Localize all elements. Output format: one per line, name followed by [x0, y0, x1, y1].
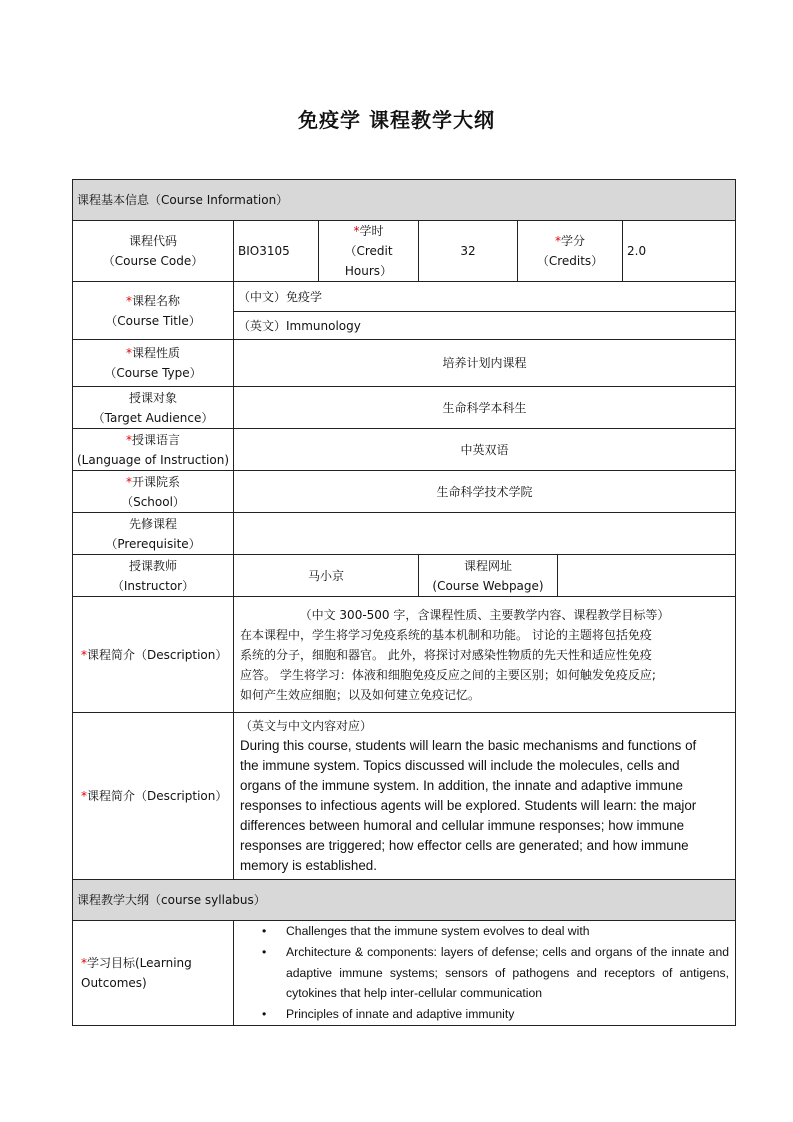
description-zh-line: 应答。 学生将学习：体液和细胞免疫反应之间的主要区别；如何触发免疫反应; [240, 667, 656, 682]
description-en-text [234, 713, 736, 880]
required-star: * [81, 789, 87, 803]
webpage-label-zh: 课程网址 [463, 558, 512, 573]
description-en-line: During this course, students will learn the basic mechanisms and functions of [240, 738, 697, 753]
prerequisite-value [234, 513, 736, 555]
title-row-zh [73, 282, 736, 312]
syllabus-header: 课程教学大纲（course syllabus） [73, 880, 736, 921]
audience-row [73, 387, 736, 429]
description-en-line: the immune system. Topics discussed will include the molecules, cells and [240, 758, 680, 773]
outcome-text: Principles of innate and adaptive immunity [286, 1007, 515, 1022]
school-label-en: （School） [121, 494, 185, 509]
course-title-label [73, 282, 234, 340]
language-value: 中英双语 [234, 429, 736, 471]
description-zh-line: （中文 300-500 字，含课程性质、主要教学内容、课程教学目标等） [299, 607, 670, 622]
school-value: 生命科学技术学院 [234, 471, 736, 513]
course-title-en: （英文）Immunology [234, 312, 736, 340]
audience-label-en: （Target Audience） [92, 410, 214, 425]
required-star: * [125, 474, 132, 489]
language-label [73, 429, 234, 471]
language-label-en: (Language of Instruction) [77, 452, 230, 467]
course-title-label-en: （Course Title） [105, 313, 201, 328]
credit-hours-label-zh: 学时 [359, 224, 384, 238]
description-en-line: memory is established. [240, 858, 377, 873]
syllabus-table [72, 179, 736, 1026]
prerequisite-label-zh: 先修课程 [128, 516, 177, 531]
course-code-value: BIO3105 [234, 221, 319, 282]
required-star: * [353, 224, 360, 238]
bullet-icon: • [262, 944, 267, 959]
course-info-header-row [73, 180, 736, 221]
description-zh-label [73, 597, 234, 713]
webpage-label-en: (Course Webpage) [432, 578, 544, 593]
credit-hours-label-en: （Credit Hours） [344, 244, 393, 278]
description-zh-line: 如何产生效应细胞；以及如何建立免疫记忆。 [240, 687, 481, 702]
school-row [73, 471, 736, 513]
credits-label [518, 221, 623, 282]
description-en-line: differences between humoral and cellular immune responses; how immune [240, 818, 685, 833]
description-en-header: （英文与中文内容对应） [240, 719, 373, 733]
outcomes-label [73, 921, 234, 1026]
description-en-row [73, 713, 736, 880]
syllabus-header-row [73, 880, 736, 921]
outcomes-label-text: 学习目标(Learning Outcomes) [81, 955, 192, 990]
credit-hours-label [319, 221, 419, 282]
course-type-label-zh: 课程性质 [131, 346, 180, 360]
required-star: * [125, 293, 132, 308]
school-label [73, 471, 234, 513]
outcome-text: Challenges that the immune system evolves to deal with [286, 924, 590, 938]
outcomes-row [73, 921, 736, 1026]
required-star: * [81, 647, 87, 662]
course-type-value: 培养计划内课程 [234, 340, 736, 387]
description-zh-row [73, 597, 736, 713]
prerequisite-label [73, 513, 234, 555]
outcomes-list-cell [234, 921, 736, 1026]
audience-label-zh: 授课对象 [128, 390, 177, 405]
instructor-label [73, 555, 234, 597]
description-en-line: responses to infectious agents will be explored. Students will learn: the major [240, 798, 697, 813]
course-code-label [73, 221, 234, 282]
description-zh-line: 系统的分子，细胞和器官。 此外，将探讨对感染性物质的先天性和适应性免疫 [240, 647, 652, 662]
description-en-line: organs of the immune system. In addition, the innate and adaptive immune [240, 778, 683, 793]
prerequisite-row [73, 513, 736, 555]
audience-value: 生命科学本科生 [234, 387, 736, 429]
required-star: * [81, 955, 87, 970]
credits-value: 2.0 [623, 221, 736, 282]
language-row [73, 429, 736, 471]
description-zh-text [234, 597, 736, 713]
description-en-label-text: 课程简介（Description） [87, 789, 228, 803]
required-star: * [554, 234, 561, 248]
outcome-item [262, 921, 729, 942]
instructor-row [73, 555, 736, 597]
description-en-label [73, 713, 234, 880]
webpage-value [558, 555, 736, 597]
course-title-label-zh: 课程名称 [131, 293, 180, 308]
required-star: * [125, 432, 132, 447]
language-label-zh: 授课语言 [131, 432, 180, 447]
code-row [73, 221, 736, 282]
course-type-row [73, 340, 736, 387]
page-title: 免疫学 课程教学大纲 [298, 108, 495, 132]
bullet-icon: • [262, 924, 267, 938]
course-title-zh: （中文）免疫学 [234, 282, 736, 312]
credit-hours-value: 32 [419, 221, 518, 282]
course-info-header: 课程基本信息（Course Information） [73, 180, 736, 221]
required-star: * [125, 346, 132, 360]
course-code-label-en: （Course Code） [102, 254, 204, 268]
outcome-item [262, 1004, 729, 1025]
course-type-label-en: （Course Type） [104, 366, 202, 380]
description-zh-line: 在本课程中，学生将学习免疫系统的基本机制和功能。 讨论的主题将包括免疫 [240, 627, 652, 642]
school-label-zh: 开课院系 [131, 474, 180, 489]
prerequisite-label-en: （Prerequisite） [105, 536, 201, 551]
course-type-label [73, 340, 234, 387]
instructor-label-en: （Instructor） [111, 578, 195, 593]
outcome-item [262, 942, 730, 1004]
outcomes-list [234, 921, 735, 1025]
credits-label-zh: 学分 [560, 234, 585, 248]
outcome-text: Architecture & components: layers of defense; cells and organs of the innate and adaptive immune systems; sensors of pathogens and receptors of antigens, cytokines that help inter-cellular communication [286, 944, 730, 1001]
description-zh-label-text: 课程简介（Description） [87, 647, 228, 662]
webpage-label [419, 555, 558, 597]
audience-label [73, 387, 234, 429]
credits-label-en: （Credits） [536, 254, 604, 268]
bullet-icon: • [262, 1007, 267, 1022]
description-en-line: responses are triggered; how effector cells are generated; and how immune [240, 838, 689, 853]
instructor-value: 马小京 [234, 555, 419, 597]
instructor-label-zh: 授课教师 [128, 558, 177, 573]
course-code-label-zh: 课程代码 [128, 234, 177, 248]
